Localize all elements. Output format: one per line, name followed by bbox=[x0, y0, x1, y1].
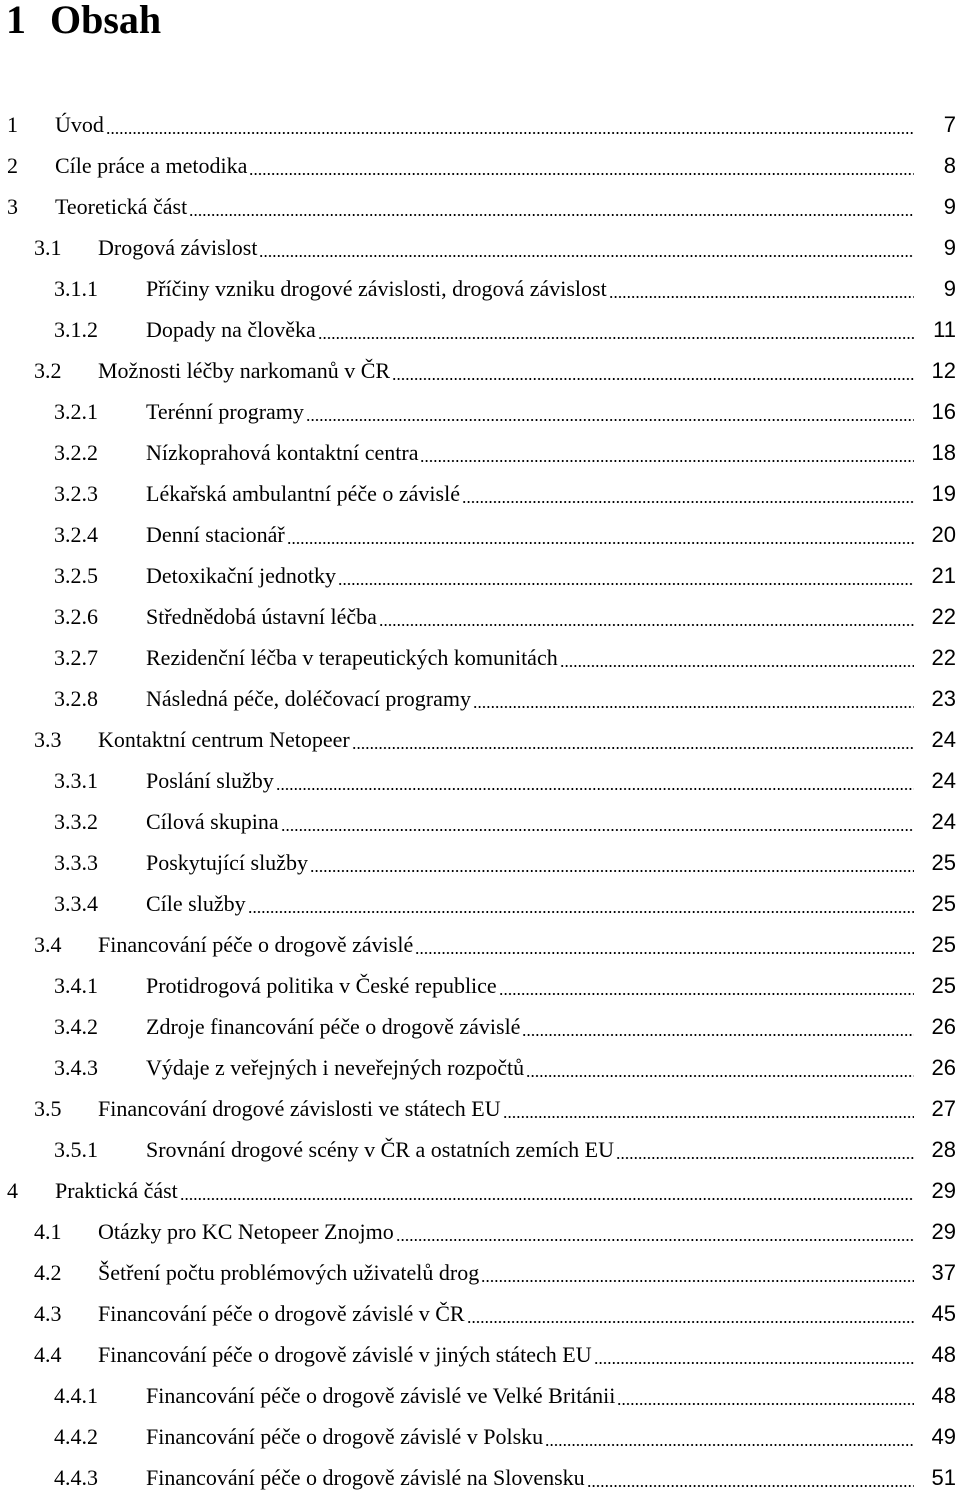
toc-entry-number: 3.1.1 bbox=[54, 275, 98, 301]
toc-entry-title: Detoxikační jednotky bbox=[146, 562, 337, 588]
toc-entry-number: 4.4.1 bbox=[54, 1382, 98, 1408]
dot-leader bbox=[473, 706, 914, 708]
toc-entry-title: Rezidenční léčba v terapeutických komunitách bbox=[146, 644, 558, 670]
toc-entry[interactable] bbox=[0, 678, 960, 719]
toc-entry[interactable] bbox=[0, 555, 960, 596]
toc-entry-title: Následná péče, doléčovací programy bbox=[146, 685, 471, 711]
toc-entry-title: Výdaje z veřejných i neveřejných rozpočtů bbox=[146, 1054, 525, 1080]
toc-entry-title: Poskytující služby bbox=[146, 849, 308, 875]
toc-entry-title: Poslání služby bbox=[146, 767, 274, 793]
toc-entry[interactable] bbox=[0, 924, 960, 965]
toc-entry[interactable] bbox=[0, 473, 960, 514]
toc-entry-title: Kontaktní centrum Netopeer bbox=[98, 726, 350, 752]
toc-entry-title: Drogová závislost bbox=[98, 234, 258, 260]
dot-leader bbox=[499, 993, 914, 995]
toc-entry-number: 3.1 bbox=[34, 234, 62, 260]
toc-entry-number: 3.1.2 bbox=[54, 316, 98, 342]
dot-leader bbox=[106, 132, 914, 134]
toc-entry[interactable] bbox=[0, 801, 960, 842]
toc-entry-number: 3.4.2 bbox=[54, 1013, 98, 1039]
toc-entry-page: 49 bbox=[931, 1423, 956, 1449]
toc-entry[interactable] bbox=[0, 1170, 960, 1211]
toc-entry-page: 37 bbox=[931, 1259, 956, 1285]
dot-leader bbox=[609, 296, 914, 298]
toc-entry-title: Střednědobá ústavní léčba bbox=[146, 603, 377, 629]
dot-leader bbox=[545, 1444, 914, 1446]
toc-entry[interactable] bbox=[0, 186, 960, 227]
toc-entry-number: 4.4.3 bbox=[54, 1464, 98, 1490]
toc-entry-number: 3.2.5 bbox=[54, 562, 98, 588]
toc-entry-title: Financování péče o drogově závislé bbox=[98, 931, 414, 957]
toc-entry[interactable] bbox=[0, 1129, 960, 1170]
toc-entry-page: 20 bbox=[931, 521, 956, 547]
heading-number: 1 bbox=[6, 0, 26, 42]
toc-entry-number: 4.4.2 bbox=[54, 1423, 98, 1449]
dot-leader bbox=[526, 1075, 914, 1077]
toc-entry-number: 3.4.3 bbox=[54, 1054, 98, 1080]
toc-entry-number: 3.3.4 bbox=[54, 890, 98, 916]
toc-entry[interactable] bbox=[0, 309, 960, 350]
toc-entry-title: Cílová skupina bbox=[146, 808, 279, 834]
toc-entry-page: 9 bbox=[943, 275, 956, 301]
dot-leader bbox=[338, 583, 914, 585]
toc-entry-page: 26 bbox=[931, 1013, 956, 1039]
toc-entry-title: Cíle služby bbox=[146, 890, 246, 916]
toc-entry-title: Cíle práce a metodika bbox=[55, 152, 248, 178]
toc-entry-number: 3.2 bbox=[34, 357, 62, 383]
toc-entry-page: 25 bbox=[931, 972, 956, 998]
dot-leader bbox=[306, 419, 914, 421]
dot-leader bbox=[396, 1239, 914, 1241]
toc-entry[interactable] bbox=[0, 1334, 960, 1375]
toc-entry[interactable] bbox=[0, 965, 960, 1006]
toc-entry-page: 19 bbox=[931, 480, 956, 506]
page-title bbox=[6, 0, 161, 44]
toc-entry-number: 3.4 bbox=[34, 931, 62, 957]
toc-entry[interactable] bbox=[0, 145, 960, 186]
toc-entry[interactable] bbox=[0, 1088, 960, 1129]
toc-entry[interactable] bbox=[0, 268, 960, 309]
toc-entry-page: 9 bbox=[943, 193, 956, 219]
toc-entry-number: 4.4 bbox=[34, 1341, 62, 1367]
toc-entry-page: 28 bbox=[931, 1136, 956, 1162]
dot-leader bbox=[249, 173, 914, 175]
toc-entry-page: 8 bbox=[943, 152, 956, 178]
toc-entry-title: Možnosti léčby narkomanů v ČR bbox=[98, 357, 391, 383]
dot-leader bbox=[318, 337, 914, 339]
toc-entry[interactable] bbox=[0, 1006, 960, 1047]
dot-leader bbox=[259, 255, 914, 257]
toc-entry[interactable] bbox=[0, 350, 960, 391]
toc-entry-page: 16 bbox=[931, 398, 956, 424]
toc-entry-number: 4.3 bbox=[34, 1300, 62, 1326]
toc-entry-number: 3.2.3 bbox=[54, 480, 98, 506]
toc-entry-title: Dopady na člověka bbox=[146, 316, 316, 342]
toc-entry-page: 11 bbox=[933, 316, 956, 342]
toc-entry-title: Financování péče o drogově závislé v Polsku bbox=[146, 1423, 544, 1449]
toc-entry-page: 27 bbox=[931, 1095, 956, 1121]
toc-entry-page: 24 bbox=[931, 808, 956, 834]
toc-entry[interactable] bbox=[0, 514, 960, 555]
toc-entry-page: 24 bbox=[931, 767, 956, 793]
toc-entry[interactable] bbox=[0, 1211, 960, 1252]
toc-entry[interactable] bbox=[0, 760, 960, 801]
toc-entry[interactable] bbox=[0, 719, 960, 760]
dot-leader bbox=[189, 214, 914, 216]
toc-entry-page: 26 bbox=[931, 1054, 956, 1080]
dot-leader bbox=[616, 1157, 914, 1159]
toc-entry-page: 29 bbox=[931, 1218, 956, 1244]
toc-entry-number: 3.3 bbox=[34, 726, 62, 752]
toc-entry-number: 2 bbox=[7, 152, 18, 178]
toc-entry-title: Financování péče o drogově závislé na Slovensku bbox=[146, 1464, 585, 1490]
toc-entry[interactable] bbox=[0, 842, 960, 883]
toc-entry-page: 48 bbox=[931, 1341, 956, 1367]
toc-entry-title: Otázky pro KC Netopeer Znojmo bbox=[98, 1218, 394, 1244]
dot-leader bbox=[281, 829, 914, 831]
toc-entry-title: Financování drogové závislosti ve státech EU bbox=[98, 1095, 501, 1121]
toc-entry-number: 3.4.1 bbox=[54, 972, 98, 998]
toc-entry[interactable] bbox=[0, 596, 960, 637]
dot-leader bbox=[560, 665, 914, 667]
toc-entry[interactable] bbox=[0, 1047, 960, 1088]
toc-entry-page: 9 bbox=[943, 234, 956, 260]
dot-leader bbox=[617, 1403, 914, 1405]
toc-entry[interactable] bbox=[0, 1416, 960, 1457]
toc-entry[interactable] bbox=[0, 1252, 960, 1293]
toc-entry[interactable] bbox=[0, 432, 960, 473]
dot-leader bbox=[379, 624, 914, 626]
toc-entry-page: 22 bbox=[931, 603, 956, 629]
toc-entry-number: 3.3.3 bbox=[54, 849, 98, 875]
toc-entry-number: 3.3.1 bbox=[54, 767, 98, 793]
dot-leader bbox=[594, 1362, 914, 1364]
toc-entry-title: Financování péče o drogově závislé v jiných státech EU bbox=[98, 1341, 592, 1367]
toc-entry-page: 12 bbox=[931, 357, 956, 383]
dot-leader bbox=[503, 1116, 914, 1118]
toc-entry-page: 45 bbox=[931, 1300, 956, 1326]
toc-entry-title: Financování péče o drogově závislé ve Velké Británii bbox=[146, 1382, 616, 1408]
toc-entry-number: 3.5.1 bbox=[54, 1136, 98, 1162]
toc-entry-page: 25 bbox=[931, 931, 956, 957]
toc-entry-title: Úvod bbox=[55, 111, 104, 137]
dot-leader bbox=[587, 1485, 914, 1487]
toc-entry[interactable] bbox=[0, 637, 960, 678]
heading-text: Obsah bbox=[50, 0, 162, 42]
toc-entry-number: 3.2.2 bbox=[54, 439, 98, 465]
toc-entry[interactable] bbox=[0, 391, 960, 432]
toc-entry[interactable] bbox=[0, 1375, 960, 1416]
toc-entry[interactable] bbox=[0, 883, 960, 924]
toc-entry-page: 24 bbox=[931, 726, 956, 752]
dot-leader bbox=[276, 788, 914, 790]
toc-entry-page: 48 bbox=[931, 1382, 956, 1408]
toc-entry-page: 25 bbox=[931, 849, 956, 875]
dot-leader bbox=[467, 1321, 914, 1323]
toc-entry[interactable] bbox=[0, 104, 960, 145]
dot-leader bbox=[522, 1034, 914, 1036]
toc-entry-number: 4.1 bbox=[34, 1218, 62, 1244]
toc-entry-page: 51 bbox=[931, 1464, 956, 1490]
toc-entry-page: 22 bbox=[931, 644, 956, 670]
toc-entry-page: 29 bbox=[931, 1177, 956, 1203]
toc-entry-page: 7 bbox=[943, 111, 956, 137]
toc-entry-number: 3.2.8 bbox=[54, 685, 98, 711]
toc-entry-title: Teoretická část bbox=[55, 193, 188, 219]
toc-entry-title: Praktická část bbox=[55, 1177, 178, 1203]
dot-leader bbox=[248, 911, 914, 913]
dot-leader bbox=[462, 501, 914, 503]
toc-entry-title: Lékařská ambulantní péče o závislé bbox=[146, 480, 460, 506]
toc-entry-title: Příčiny vzniku drogové závislosti, drogová závislost bbox=[146, 275, 607, 301]
toc-entry-page: 23 bbox=[931, 685, 956, 711]
toc-entry-number: 4.2 bbox=[34, 1259, 62, 1285]
toc-entry-page: 18 bbox=[931, 439, 956, 465]
toc-entry-number: 3.5 bbox=[34, 1095, 62, 1121]
toc-entry-number: 3.2.1 bbox=[54, 398, 98, 424]
toc-entry-title: Srovnání drogové scény v ČR a ostatních zemích EU bbox=[146, 1136, 615, 1162]
toc-entry-number: 3.2.4 bbox=[54, 521, 98, 547]
toc-entry-number: 3.3.2 bbox=[54, 808, 98, 834]
table-of-contents bbox=[0, 104, 960, 1498]
dot-leader bbox=[392, 378, 914, 380]
toc-entry-title: Šetření počtu problémových uživatelů drog bbox=[98, 1259, 480, 1285]
toc-entry-page: 21 bbox=[931, 562, 956, 588]
toc-entry-title: Nízkoprahová kontaktní centra bbox=[146, 439, 419, 465]
dot-leader bbox=[481, 1280, 914, 1282]
dot-leader bbox=[415, 952, 914, 954]
toc-entry-title: Denní stacionář bbox=[146, 521, 285, 547]
dot-leader bbox=[180, 1198, 914, 1200]
toc-entry[interactable] bbox=[0, 227, 960, 268]
toc-entry-number: 3.2.7 bbox=[54, 644, 98, 670]
dot-leader bbox=[287, 542, 914, 544]
toc-entry[interactable] bbox=[0, 1293, 960, 1334]
toc-entry-title: Zdroje financování péče o drogově závislé bbox=[146, 1013, 521, 1039]
toc-entry-title: Protidrogová politika v České republice bbox=[146, 972, 497, 998]
toc-entry[interactable] bbox=[0, 1457, 960, 1498]
toc-entry-number: 3.2.6 bbox=[54, 603, 98, 629]
toc-entry-page: 25 bbox=[931, 890, 956, 916]
toc-entry-number: 3 bbox=[7, 193, 18, 219]
toc-entry-number: 1 bbox=[7, 111, 18, 137]
toc-entry-title: Financování péče o drogově závislé v ČR bbox=[98, 1300, 465, 1326]
dot-leader bbox=[352, 747, 914, 749]
toc-entry-title: Terénní programy bbox=[146, 398, 304, 424]
dot-leader bbox=[310, 870, 914, 872]
toc-entry-number: 4 bbox=[7, 1177, 18, 1203]
dot-leader bbox=[420, 460, 914, 462]
